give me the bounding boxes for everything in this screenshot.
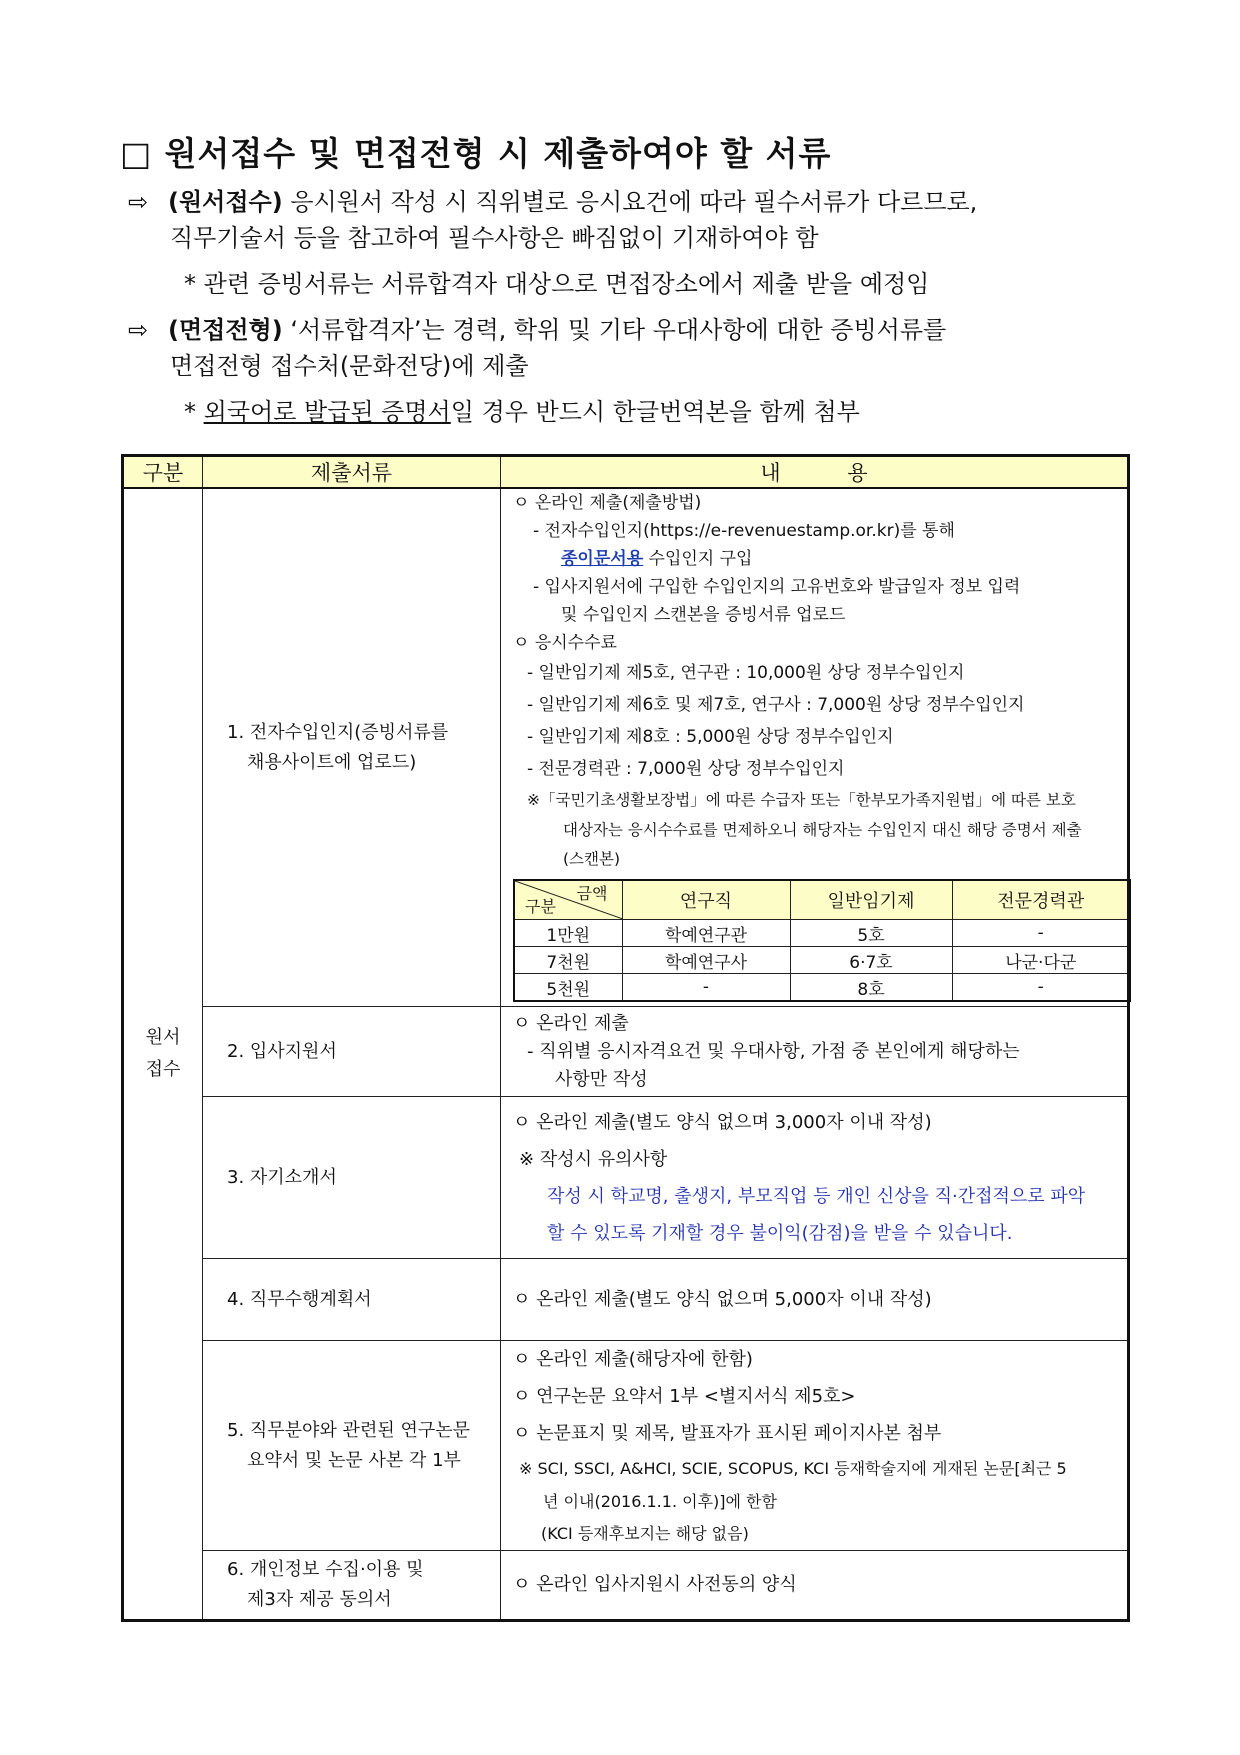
fee-cell: - [952, 920, 1130, 947]
note-suffix: 일 경우 반드시 한글번역본을 함께 첨부 [450, 398, 860, 426]
arrow-icon: ⇨ [128, 188, 149, 216]
category-line1: 원서 [145, 1027, 181, 1048]
content-cell-4 [501, 1259, 1129, 1341]
content-line: ㅇ 응시수수료 [513, 633, 617, 653]
content-line: ㅇ 온라인 제출(별도 양식 없으며 3,000자 이내 작성) [513, 1111, 932, 1133]
doc-line: 1. 전자수입인지(증빙서류를 [227, 721, 449, 743]
category-line2: 접수 [145, 1059, 181, 1080]
category-cell [123, 488, 203, 1621]
doc-cell-5 [203, 1341, 501, 1551]
table-header-row [123, 456, 1129, 489]
content-line: 할 수 있도록 기재할 경우 불이익(감점)을 받을 수 있습니다. [547, 1222, 1013, 1244]
content-line: - 일반임기제 제8호 : 5,000원 상당 정부수입인지 [527, 727, 894, 747]
content-line: 대상자는 응시수수료를 면제하오니 해당자는 수입인지 대신 해당 증명서 제출 [563, 821, 1082, 839]
note-underlined: 외국어로 발급된 증명서 [203, 398, 451, 426]
fee-row [514, 974, 1130, 1002]
content-line: ㅇ 온라인 제출(해당자에 한함) [513, 1349, 753, 1370]
fee-header-row [514, 880, 1130, 920]
corner-category: 구분 [525, 897, 556, 916]
table-row [123, 1259, 1129, 1341]
fee-cell: 학예연구사 [622, 947, 790, 974]
content-line [513, 545, 1125, 573]
fee-cell: - [952, 974, 1130, 1002]
doc-cell-4: 4. 직무수행계획서 [203, 1259, 501, 1341]
table-row [123, 488, 1129, 1007]
fee-table [513, 879, 1131, 1002]
fee-cell: 나군·다군 [952, 947, 1130, 974]
content-line: ※「국민기초생활보장법」에 따른 수급자 또는「한부모가족지원법」에 따른 보호 [527, 791, 1076, 809]
header-content: 내 용 [501, 456, 1129, 489]
doc-cell-2: 2. 입사지원서 [203, 1007, 501, 1097]
content-cell-1 [501, 488, 1129, 1007]
content-line: 및 수입인지 스캔본을 증빙서류 업로드 [561, 605, 846, 625]
content-line: - 전문경력관 : 7,000원 상당 정부수입인지 [527, 759, 845, 779]
content-line: ㅇ 온라인 제출 [513, 1012, 629, 1034]
content-cell-2 [501, 1007, 1129, 1097]
doc-line: 제3자 제공 동의서 [247, 1589, 392, 1610]
content-line: - 일반임기제 제5호, 연구관 : 10,000원 상당 정부수입인지 [527, 663, 965, 683]
content-cell-5 [501, 1341, 1129, 1551]
doc-cell-1 [203, 488, 501, 1007]
paper-doc-link[interactable]: 종이문서용 [561, 549, 644, 569]
corner-amount: 금액 [576, 884, 608, 903]
section1-note: * 관련 증빙서류는 서류합격자 대상으로 면접장소에서 제출 받을 예정임 [184, 270, 930, 298]
fee-cell: - [622, 974, 790, 1002]
section2-label: (면접전형) [168, 316, 283, 344]
documents-table [121, 454, 1130, 1622]
content-line: - 전자수입인지(https://e-revenuestamp.or.kr)를 통해 [533, 521, 955, 541]
fee-row [514, 920, 1130, 947]
fee-cell: 학예연구관 [622, 920, 790, 947]
section1-text2: 직무기술서 등을 참고하여 필수사항은 빠짐없이 기재하여야 함 [170, 224, 819, 252]
content-line: 년 이내(2016.1.1. 이후)]에 한함 [543, 1492, 777, 1511]
table-row [123, 1341, 1129, 1551]
content-line: ㅇ 연구논문 요약서 1부 <별지서식 제5호> [513, 1386, 856, 1407]
content-line: ※ 작성시 유의사항 [519, 1148, 668, 1170]
arrow-icon: ⇨ [128, 316, 149, 344]
doc-line: 5. 직무분야와 관련된 연구논문 [227, 1419, 470, 1441]
content-line: 작성 시 학교명, 출생지, 부모직업 등 개인 신상을 직·간접적으로 파악 [547, 1185, 1086, 1207]
fee-col-header: 전문경력관 [952, 880, 1130, 920]
content-line: ㅇ 온라인 입사지원시 사전동의 양식 [513, 1574, 797, 1595]
fee-cell: 8호 [790, 974, 952, 1002]
table-row [123, 1551, 1129, 1621]
content-text: 수입인지 구입 [643, 549, 753, 569]
table-row [123, 1097, 1129, 1259]
doc-cell-3: 3. 자기소개서 [203, 1097, 501, 1259]
doc-line: 채용사이트에 업로드) [247, 751, 417, 773]
fee-cell: 5호 [790, 920, 952, 947]
fee-col-header: 연구직 [622, 880, 790, 920]
content-line: 사항만 작성 [555, 1068, 648, 1090]
section1-text1: 응시원서 작성 시 직위별로 응시요건에 따라 필수서류가 다르므로, [282, 188, 978, 216]
fee-cell: 5천원 [514, 974, 622, 1002]
fee-col-header: 일반임기제 [790, 880, 952, 920]
content-line: - 일반임기제 제6호 및 제7호, 연구사 : 7,000원 상당 정부수입인지 [527, 695, 1025, 715]
fee-cell: 6·7호 [790, 947, 952, 974]
fee-corner-cell [514, 880, 622, 920]
section2-text1: ‘서류합격자’는 경력, 학위 및 기타 우대사항에 대한 증빙서류를 [282, 316, 947, 344]
section2-line1 [128, 310, 946, 345]
section2-text2: 면접전형 접수처(문화전당)에 제출 [170, 352, 529, 380]
fee-row [514, 947, 1130, 974]
table-row [123, 1007, 1129, 1097]
content-line: - 직위별 응시자격요건 및 우대사항, 가점 중 본인에게 해당하는 [527, 1040, 1020, 1062]
doc-line: 6. 개인정보 수집·이용 및 [227, 1559, 424, 1580]
header-category: 구분 [123, 456, 203, 489]
section2-note [184, 392, 860, 427]
doc-cell-6 [203, 1551, 501, 1621]
note-bullet: * [184, 398, 204, 426]
fee-cell: 1만원 [514, 920, 622, 947]
section1-line1 [128, 182, 977, 217]
content-line: ※ SCI, SSCI, A&HCI, SCIE, SCOPUS, KCI 등재학술지에 게재된 논문[최근 5 [519, 1459, 1067, 1478]
content-line: ㅇ 온라인 제출(제출방법) [513, 493, 702, 513]
content-line: ㅇ 온라인 제출(별도 양식 없으며 5,000자 이내 작성) [513, 1288, 932, 1310]
content-line: (스캔본) [563, 850, 621, 868]
page-title: □ 원서접수 및 면접전형 시 제출하여야 할 서류 [120, 134, 832, 173]
content-line: ㅇ 논문표지 및 제목, 발표자가 표시된 페이지사본 첨부 [513, 1423, 942, 1444]
content-line: (KCI 등재후보지는 해당 없음) [541, 1524, 749, 1543]
header-document: 제출서류 [203, 456, 501, 489]
section1-label: (원서접수) [168, 188, 283, 216]
fee-cell: 7천원 [514, 947, 622, 974]
doc-line: 요약서 및 논문 사본 각 1부 [247, 1449, 461, 1471]
content-cell-6 [501, 1551, 1129, 1621]
content-line: - 입사지원서에 구입한 수입인지의 고유번호와 발급일자 정보 입력 [533, 577, 1021, 597]
content-cell-3 [501, 1097, 1129, 1259]
